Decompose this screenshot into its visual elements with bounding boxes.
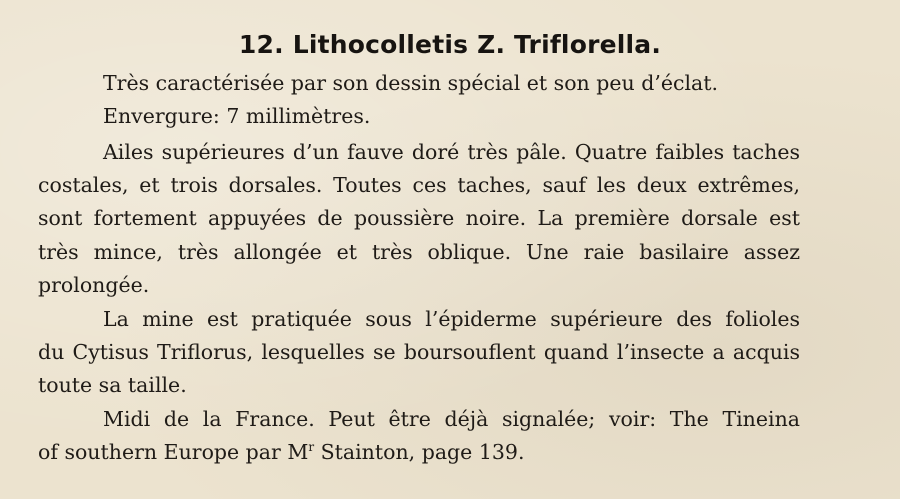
section-title: Lithocolletis Z. Triflorella. — [292, 30, 662, 59]
text-line: costales, et trois dorsales. Toutes ces taches, sauf les deux extrêmes, — [38, 173, 800, 197]
text-fragment: Stainton, page 139. — [320, 440, 525, 464]
text-fragment: of southern Europe par M — [38, 440, 309, 464]
text-line: très mince, très allongée et très oblique. Une raie basilaire assez — [38, 240, 800, 264]
superscript: r — [308, 440, 315, 455]
text-line: toute sa taille. — [38, 373, 187, 397]
text-line: Envergure: 7 millimètres. — [103, 104, 371, 128]
text-line: Très caractérisée par son dessin spécial et son peu d’éclat. — [103, 71, 719, 95]
text-line: La mine est pratiquée sous l’épiderme supérieure des folioles — [103, 307, 800, 331]
text-line: du Cytisus Triflorus, lesquelles se boursouflent quand l’insecte a acquis — [38, 340, 800, 364]
text-line: sont fortement appuyées de poussière noire. La première dorsale est — [38, 206, 800, 230]
text-line: prolongée. — [38, 273, 150, 297]
section-number: 12. — [238, 30, 284, 59]
section-heading — [0, 30, 900, 59]
text-line: Ailes supérieures d’un fauve doré très pâle. Quatre faibles taches — [103, 140, 800, 164]
text-line — [38, 439, 524, 465]
text-line: Midi de la France. Peut être déjà signalée; voir: The Tineina — [103, 407, 800, 431]
